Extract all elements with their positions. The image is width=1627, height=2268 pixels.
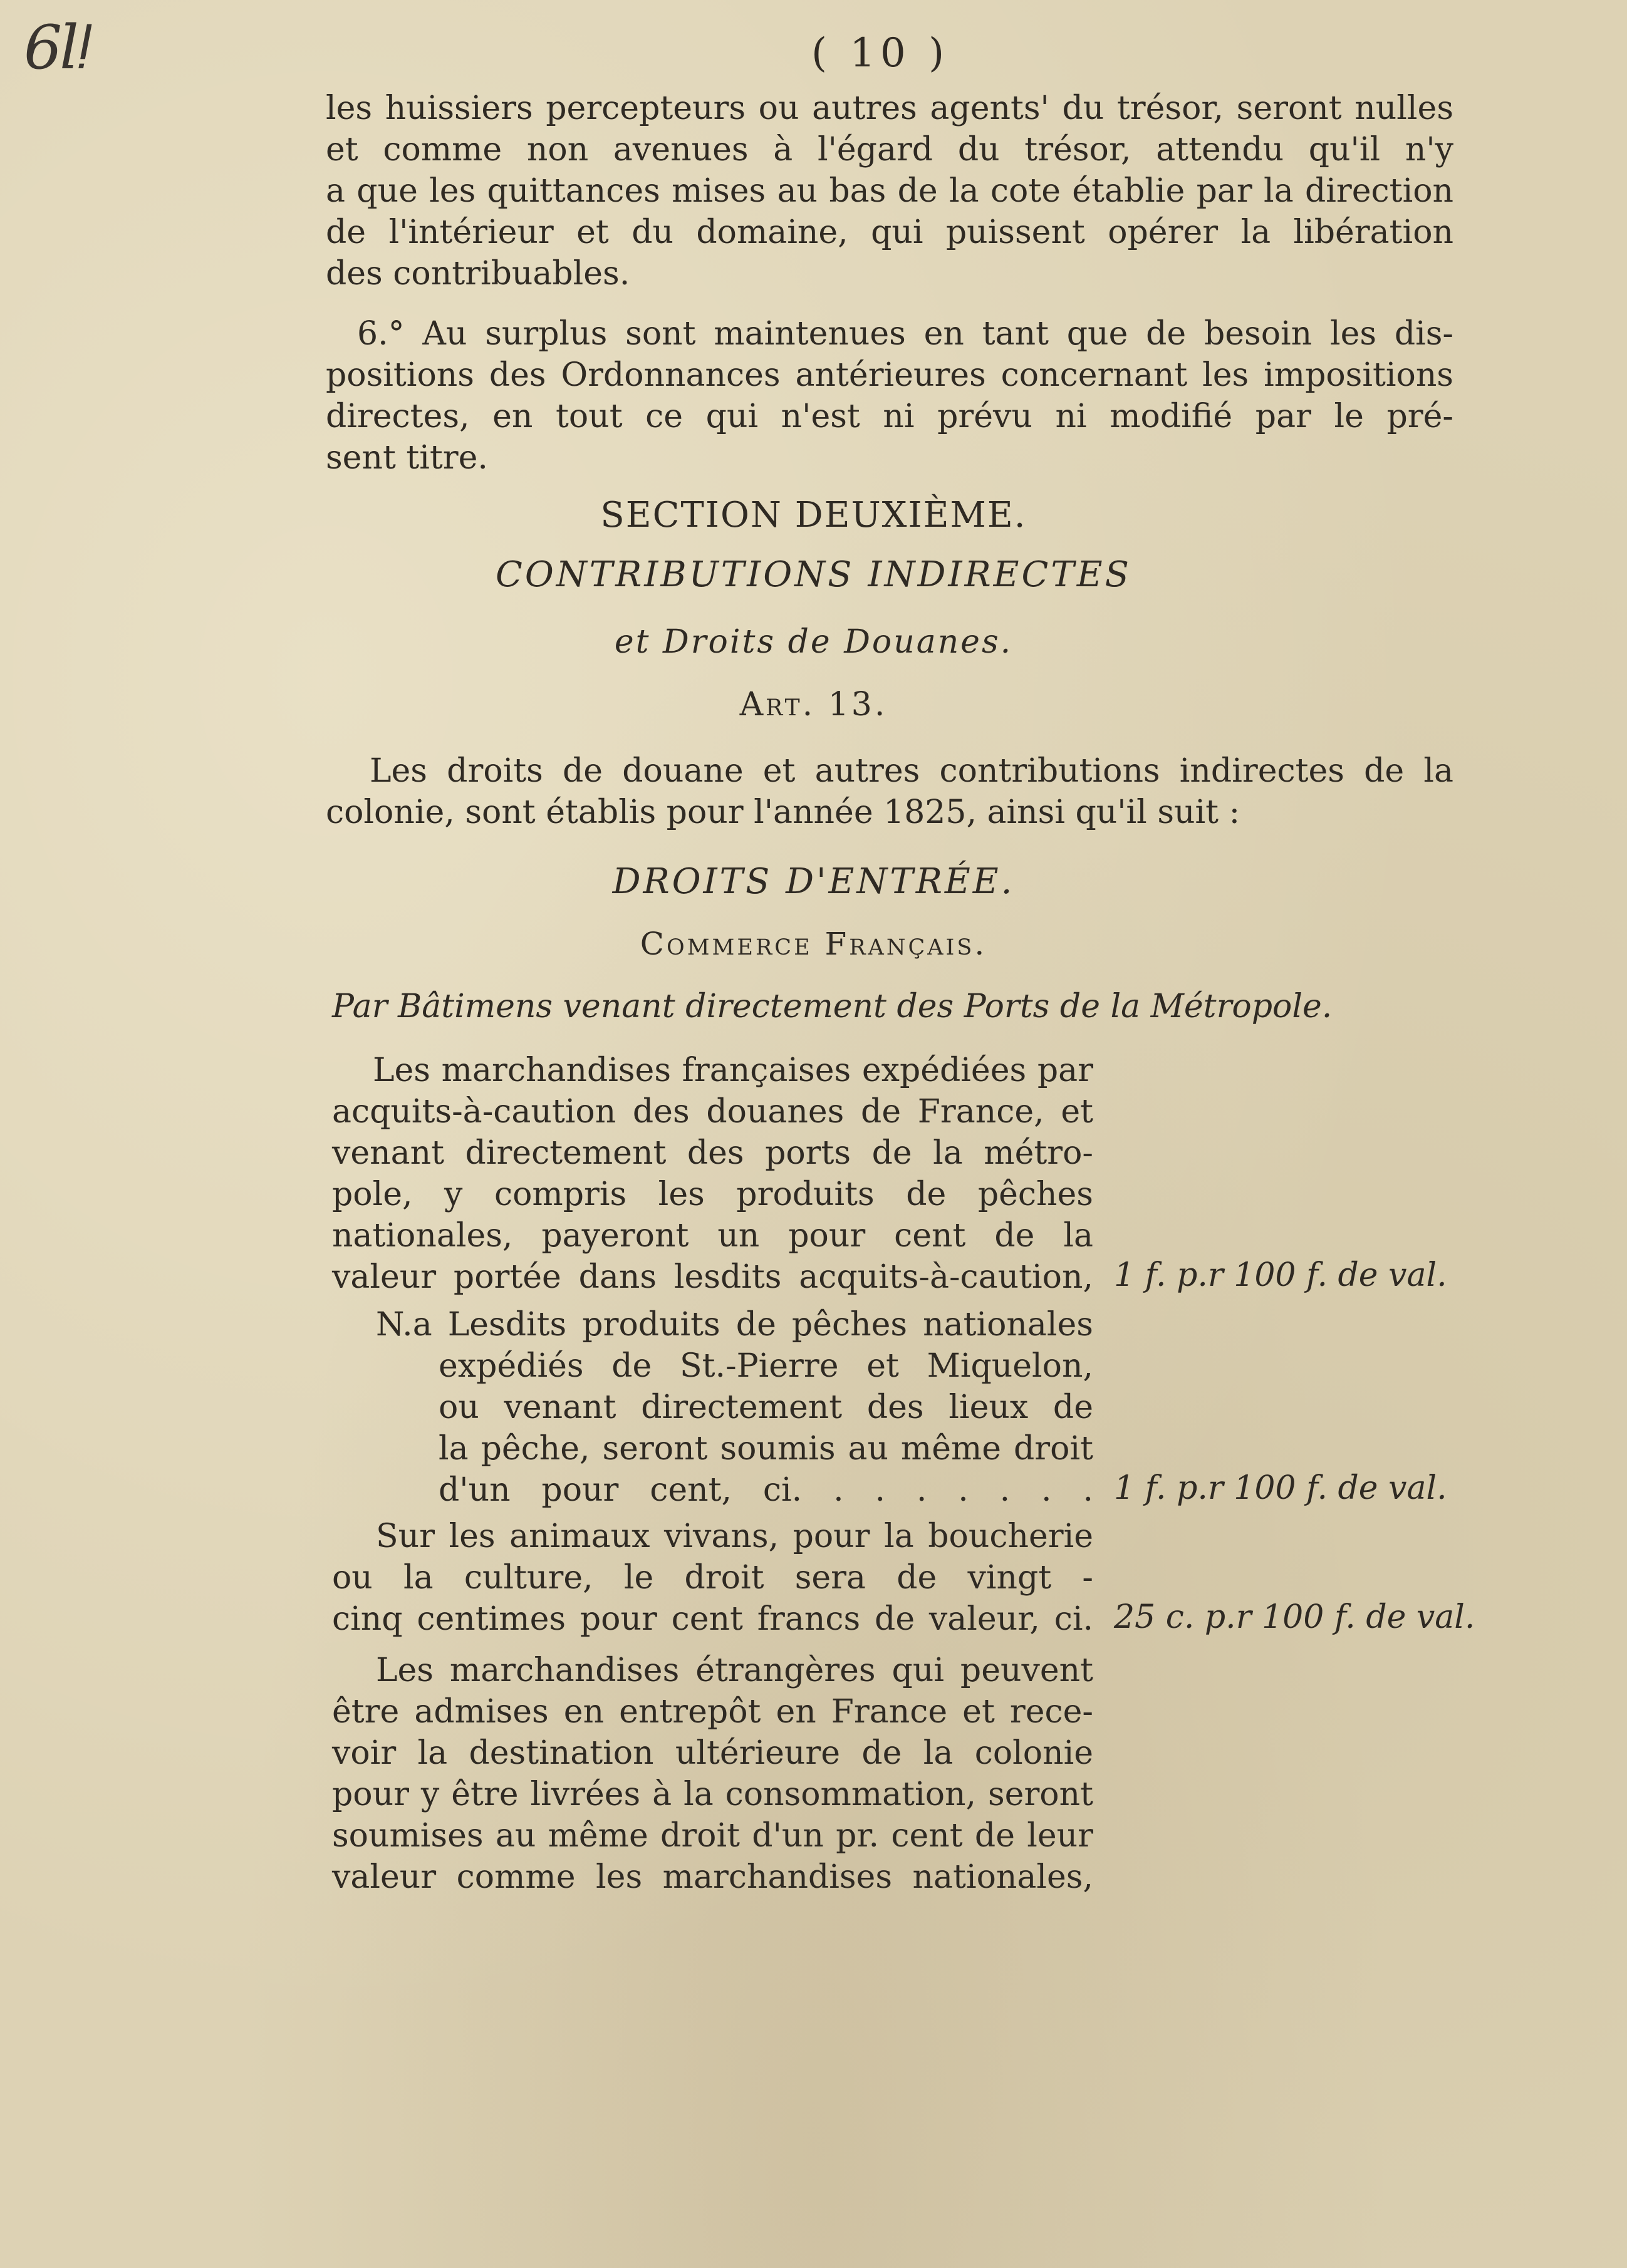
section-title: SECTION DEUXIÈME.: [600, 495, 1027, 536]
section-subtitle-2: et Droits de Douanes.: [614, 623, 1013, 661]
item2-line: la pêche, seront soumis au même droit: [439, 1430, 1093, 1468]
para1-line: et comme non avenues à l'égard du trésor, attendu qu'il n'y: [326, 131, 1453, 168]
item2-line: ou venant directement des lieux de: [439, 1389, 1093, 1426]
item1-line: acquits-à-caution des douanes de France, et: [332, 1093, 1093, 1131]
para2-line: 6.° Au surplus sont maintenues en tant que de besoin les dis-: [357, 315, 1453, 353]
section-subtitle: CONTRIBUTIONS INDIRECTES: [496, 554, 1131, 595]
para3-line: colonie, sont établis pour l'année 1825, ainsi qu'il suit :: [326, 794, 1240, 831]
para3-line: Les droits de douane et autres contributions indirectes de la: [370, 752, 1453, 790]
para1-line: a que les quittances mises au bas de la cote établie par la direction: [326, 172, 1453, 210]
heading-droits-entree: DROITS D'ENTRÉE.: [612, 861, 1015, 902]
item1-line: valeur portée dans lesdits acquits-à-caution,: [332, 1258, 1093, 1296]
item2-line: expédiés de St.-Pierre et Miquelon,: [439, 1347, 1093, 1385]
item2-line: d'un pour cent, ci. . . . . . . .: [439, 1471, 1093, 1509]
para1-line: les huissiers percepteurs ou autres agents' du trésor, seront nulles: [326, 90, 1453, 127]
item3-rate: 25 c. p.r 100 f. de val.: [1114, 1598, 1475, 1636]
margin-annotation: 6lǃ: [24, 13, 92, 83]
item4-line: pour y être livrées à la consommation, seront: [332, 1776, 1093, 1813]
item4-line: Les marchandises étrangères qui peuvent: [376, 1652, 1093, 1689]
item4-line: soumises au même droit d'un pr. cent de leur: [332, 1817, 1093, 1855]
page-number: ( 10 ): [811, 30, 950, 76]
item4-line: valeur comme les marchandises nationales,: [332, 1858, 1093, 1896]
item1-line: nationales, payeront un pour cent de la: [332, 1217, 1093, 1255]
para2-line: sent titre.: [326, 439, 488, 477]
para1-line: de l'intérieur et du domaine, qui puissent opérer la libération: [326, 214, 1453, 251]
item1-line: Les marchandises françaises expédiées par: [373, 1052, 1093, 1089]
heading-batimens: Par Bâtimens venant directement des Ports de la Métropole.: [332, 988, 1333, 1025]
item3-line: ou la culture, le droit sera de vingt -: [332, 1559, 1093, 1597]
item1-rate: 1 f. p.r 100 f. de val.: [1114, 1256, 1447, 1294]
item2-rate: 1 f. p.r 100 f. de val.: [1114, 1469, 1447, 1507]
para2-line: positions des Ordonnances antérieures concernant les impositions: [326, 356, 1453, 394]
item2-line: N.a Lesdits produits de pêches nationales: [376, 1306, 1093, 1344]
item1-line: venant directement des ports de la métro-: [332, 1134, 1093, 1172]
item3-line: cinq centimes pour cent francs de valeur, ci.: [332, 1600, 1093, 1638]
item4-line: voir la destination ultérieure de la colonie: [332, 1734, 1093, 1772]
para1-line: des contribuables.: [326, 255, 630, 293]
item4-line: être admises en entrepôt en France et rece-: [332, 1693, 1093, 1731]
item3-line: Sur les animaux vivans, pour la boucherie: [376, 1518, 1093, 1555]
para2-line: directes, en tout ce qui n'est ni prévu ni modifié par le pré-: [326, 398, 1453, 435]
item1-line: pole, y compris les produits de pêches: [332, 1176, 1093, 1213]
article-number: Art. 13.: [739, 686, 888, 723]
heading-commerce-francais: Commerce Français.: [640, 926, 987, 962]
